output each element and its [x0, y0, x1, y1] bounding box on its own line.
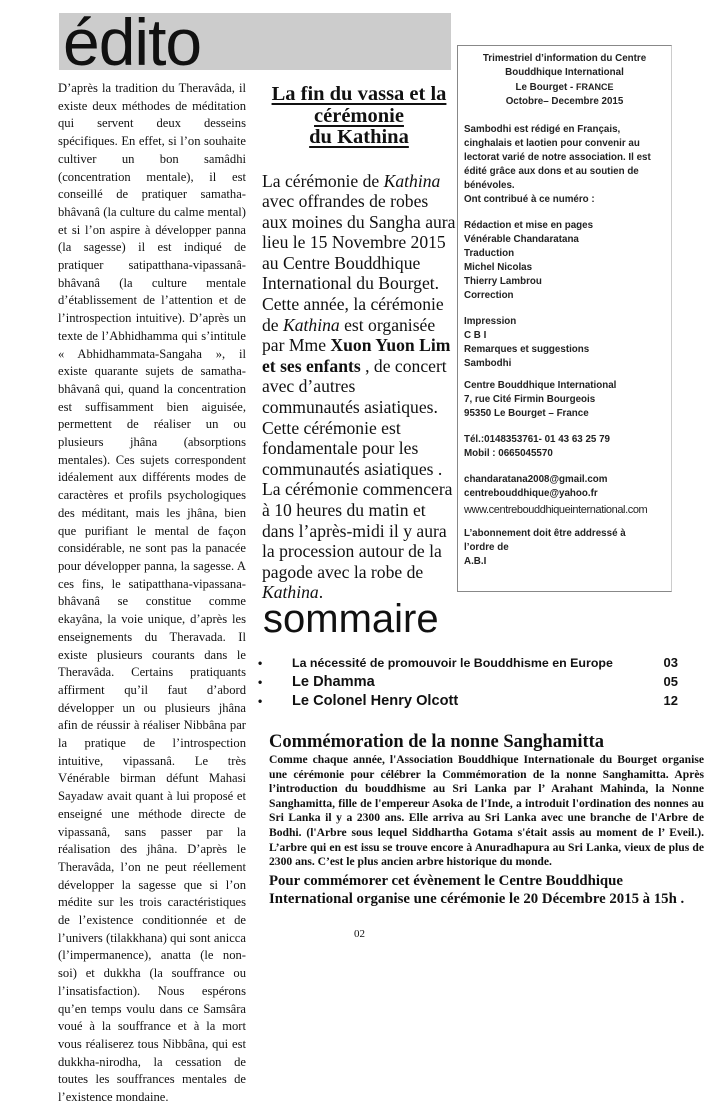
info-line: Sambodhi: [464, 358, 512, 369]
info-line: Vénérable Chandaratana: [464, 234, 579, 245]
email-block: [464, 473, 665, 501]
info-line: l’ordre de: [464, 542, 509, 553]
phone-block: [464, 433, 665, 461]
bullet-icon: •: [258, 674, 263, 689]
toc-label: Le Dhamma: [292, 673, 375, 690]
info-line: Correction: [464, 290, 514, 301]
bullet-icon: •: [258, 693, 263, 708]
bullet-icon: •: [258, 655, 263, 670]
toc-item[interactable]: [258, 691, 678, 710]
kathina-title-line: du Kathina: [309, 126, 409, 148]
info-line: Thierry Lambrou: [464, 276, 542, 287]
intro-block: [464, 123, 665, 207]
info-line: Sambodhi est rédigé en Français,: [464, 124, 621, 135]
masthead-line: Bouddhique International: [505, 67, 624, 78]
info-line: Remarques et suggestions: [464, 344, 590, 355]
commemoration-article: [269, 732, 704, 909]
info-line: 7, rue Cité Firmin Bourgeois: [464, 394, 596, 405]
info-line: Ont contribué à ce numéro :: [464, 194, 595, 205]
info-line: cinghalais et laotien pour convenir au: [464, 138, 640, 149]
commemoration-title: Commémoration de la nonne Sanghamitta: [269, 732, 605, 752]
email-link[interactable]: centrebouddhique@yahoo.fr: [464, 488, 598, 499]
masthead-header: [464, 52, 665, 109]
issue-date: Octobre– Decembre 2015: [505, 96, 624, 107]
text: , de concert avec d’autres communautés asiatiques.: [262, 355, 447, 418]
toc-page-number: 05: [663, 674, 678, 689]
term-kathina: Kathina: [283, 314, 340, 335]
text: avec offrandes de robes aux moines du Sangha aura lieu le 15 Novembre 2015 au Centre Bouddhique International du Bourget. Cette année, la cérémonie de: [262, 191, 456, 335]
toc-page-number: 03: [663, 655, 678, 670]
kathina-article: [262, 84, 456, 603]
edito-title: édito: [63, 5, 202, 79]
text: Le Bourget -: [515, 82, 576, 93]
kathina-paragraph-1: [262, 171, 456, 418]
info-line: Rédaction et mise en pages: [464, 220, 594, 231]
kathina-title: [262, 84, 456, 149]
info-line: lectorat varié de notre association. Il est: [464, 152, 651, 163]
page-number: 02: [354, 928, 365, 940]
kathina-paragraph-2: [262, 418, 456, 603]
info-line: A.B.I: [464, 556, 487, 567]
address-block: [464, 379, 665, 421]
kathina-body: [262, 171, 456, 603]
text: Cette cérémonie est fondamentale pour les communautés asiatiques . La cérémonie commencera à 10 heures du matin et dans l’après-midi il y aura la procession autour de la pagode avec la robe de: [262, 417, 453, 582]
info-line: C B I: [464, 330, 487, 341]
phone-number: Tél.:0148353761- 01 43 63 25 79: [464, 434, 610, 445]
organizer-name: Xuon Yuon Lim et ses enfants: [262, 335, 451, 376]
toc-item[interactable]: [258, 672, 678, 691]
masthead-line: Trimestriel d’information du Centre: [482, 53, 647, 64]
commemoration-announcement: Pour commémorer cet évènement le Centre Bouddhique International organise une cérémonie le 20 Décembre 2015 à 15h .: [269, 872, 685, 908]
table-of-contents: [258, 653, 678, 710]
info-line: Centre Bouddhique International: [464, 380, 617, 391]
kathina-title-line: cérémonie: [314, 104, 404, 127]
subscription-block: [464, 527, 665, 569]
term-kathina: Kathina: [262, 582, 319, 603]
masthead-line: [464, 80, 665, 95]
mobile-number: Mobil : 0665045570: [464, 448, 553, 459]
toc-page-number: 12: [663, 693, 678, 708]
toc-item[interactable]: [258, 653, 678, 672]
info-line: bénévoles.: [464, 180, 515, 191]
edito-paragraph: D’après la tradition du Theravâda, il existe deux méthodes de méditation qui servent deux desseins spécifiques. En effet, si l’on souhaite cultiver un bon samâdhi (concentration mentale), il est conseillé de pratiquer samatha-bhâvanâ (la culture du calme mental) et si l’on aspire à développer panna (la sagesse) il est indiqué de pratiquer satipatthana-vipassanâ-bhâvanâ (la culture mentale d’établissement de l’attention et de l’introspection intuitive). D’après un texte de l’Abhidhamma qui s’intitule « Abhidhammata-Sangaha », il existe quarante sujets de samatha-bhâvanâ qui, quand la concentration est suffisamment bien aiguisée, permettent de réaliser un ou plusieurs jhâna (absorptions mentales). Ces sujets correspondent idéalement aux différents modes de caractères et profils psychologiques des méditant, mais les jhâna, bien que purifiant le mental de façon considérable, ne sont pas la panacée pour développer panna, la sagesse. A ces fins, le satipatthana-vipassana-bhâvanâ se constitue comme ekayâna, la voie unique, d’après les enseignements du Theravada. Il existe plusieurs courants dans le Theravâda. Certains pratiquants affirment qu’il faut d’abord développer un ou plusieurs jhâna afin de réussir à réaliser Nibbâna par la pratique de l’introspection intuitive, vipassanâ. Le très Vénérable birman défunt Mahasi Sayadaw avait quant à lui proposé et enseigné une méthode directe de vipassanâ, sans passer par la réalisation des jhâna. D’après le Theravâda, l’on ne peut réellement développer la sagesse que si l’on médite sur les trois caractéristiques de l’existence conditionnée et de l’univers (tilakkhana) qui sont anicca (l’impermanence), anatta (le non-soi) et dukkha (la souffrance ou l’insatisfaction). Nous espérons qu’en temps voulu dans ce Samsâra voué à la souffrance et à la mort vous réaliserez tous Nibbâna, qui est dukkha-nirodha, la cessation de toutes les souffrances mentales de l’existence mondaine.: [58, 81, 246, 1105]
kathina-title-line: La fin du vassa et la: [271, 83, 447, 105]
email-link[interactable]: chandaratana2008@gmail.com: [464, 474, 608, 485]
info-line: édité grâce aux dons et au soutien de: [464, 166, 639, 177]
text: .: [318, 582, 324, 603]
info-line: Michel Nicolas: [464, 262, 533, 273]
sommaire-title: sommaire: [263, 597, 439, 641]
info-line: 95350 Le Bourget – France: [464, 408, 589, 419]
info-line: Traduction: [464, 248, 515, 259]
toc-label: Le Colonel Henry Olcott: [292, 692, 459, 709]
country: FRANCE: [575, 82, 614, 92]
text: La cérémonie de: [262, 170, 384, 191]
print-block: [464, 315, 665, 371]
edito-body: [58, 80, 246, 1107]
masthead-info-box: [457, 45, 672, 592]
text: est organisée par Mme: [262, 314, 436, 356]
info-line: Impression: [464, 316, 517, 327]
info-line: L’abonnement doit être addressé à: [464, 528, 626, 539]
toc-label: La nécessité de promouvoir le Bouddhisme en Europe: [292, 655, 613, 670]
website-link[interactable]: www.centrebouddhiqueinternational.com: [464, 504, 648, 516]
commemoration-body: Comme chaque année, l'Association Bouddhique Internationale du Bourget organise une cérémonie pour célébrer la Commémoration de la nonne Sanghamitta. Après l’introduction du bouddhisme au Sri Lanka par l’ Arahant Mahinda, la Nonne Sanghamitta, fille de l'empereur Asoka de l'Inde, a introduit l'ordination des nonnes au Sri Lanka il y a 2300 ans. Elle arriva au Sri Lanka avec une branche de l'Arbre de Bodhi. (l'Arbre sous lequel Siddhartha Gotama s'était assis au moment de l’ Eveil.). L’arbre qui en est issu se trouve encore à Anuradhapura au Sri Lanka, vieux de plus de 2300 ans. C’est le plus ancien arbre historique du monde.: [269, 753, 704, 869]
term-kathina: Kathina: [383, 170, 441, 191]
credits-block: [464, 219, 665, 303]
